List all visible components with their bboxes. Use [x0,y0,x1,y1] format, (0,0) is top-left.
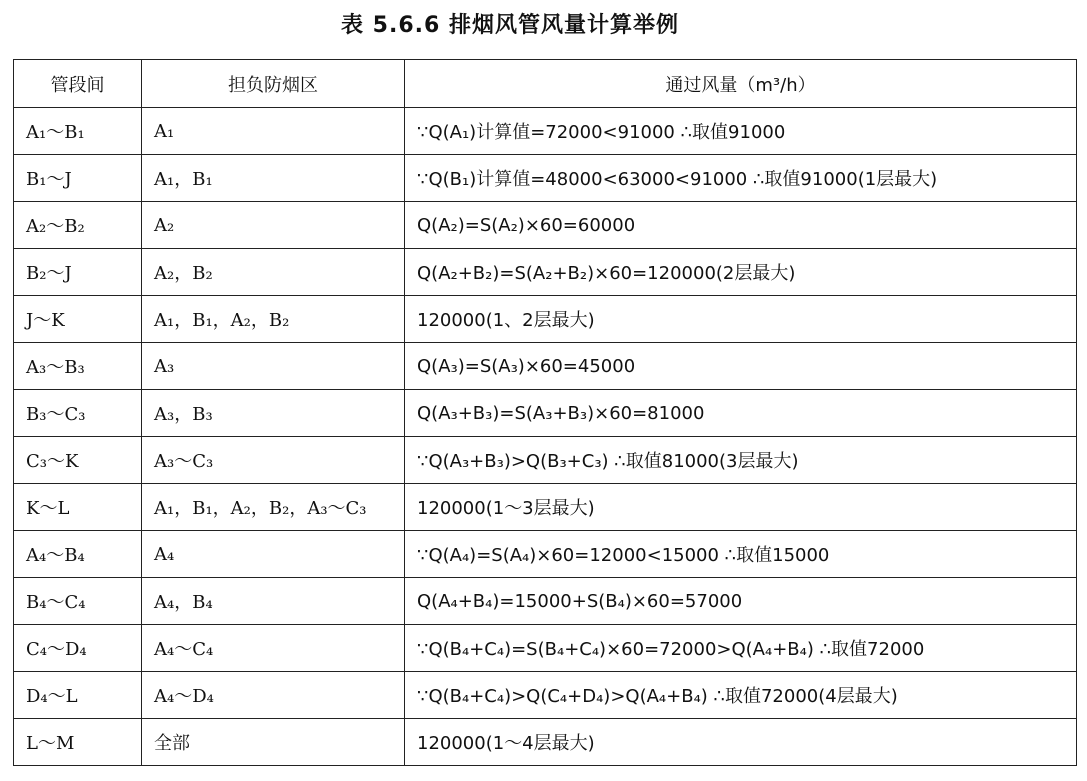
zones-cell: 全部 [142,719,405,766]
flow-cell: ∵Q(B₄+C₄)>Q(C₄+D₄)>Q(A₄+B₄) ∴取值72000(4层最大) [405,672,1077,719]
flow-cell: Q(A₃+B₃)=S(A₃+B₃)×60=81000 [405,390,1077,437]
table-row [14,390,1077,437]
zones-cell: A₄～C₄ [142,625,405,672]
table-row [14,578,1077,625]
segment-cell: D₄～L [14,672,142,719]
flow-cell: Q(A₃)=S(A₃)×60=45000 [405,343,1077,390]
table-row [14,155,1077,202]
flow-cell: Q(A₂+B₂)=S(A₂+B₂)×60=120000(2层最大) [405,249,1077,296]
table-row [14,202,1077,249]
zones-cell: A₃～C₃ [142,437,405,484]
segment-cell: C₄～D₄ [14,625,142,672]
table-row [14,625,1077,672]
segment-cell: B₂～J [14,249,142,296]
zones-cell: A₂ [142,202,405,249]
segment-cell: B₃～C₃ [14,390,142,437]
header-zones: 担负防烟区 [142,60,405,108]
zones-cell: A₃，B₃ [142,390,405,437]
zones-cell: A₃ [142,343,405,390]
table-row [14,719,1077,766]
table-row [14,531,1077,578]
flow-cell: 120000(1～3层最大) [405,484,1077,531]
zones-cell: A₄ [142,531,405,578]
flow-cell: ∵Q(A₁)计算值=72000<91000 ∴取值91000 [405,108,1077,155]
segment-cell: L～M [14,719,142,766]
zones-cell: A₄，B₄ [142,578,405,625]
zones-cell: A₁，B₁ [142,155,405,202]
table-row [14,484,1077,531]
flow-cell: ∵Q(A₄)=S(A₄)×60=12000<15000 ∴取值15000 [405,531,1077,578]
flow-cell: 120000(1～4层最大) [405,719,1077,766]
segment-cell: B₁～J [14,155,142,202]
table-row [14,296,1077,343]
flow-cell: ∵Q(B₁)计算值=48000<63000<91000 ∴取值91000(1层最大) [405,155,1077,202]
table-row [14,437,1077,484]
segment-cell: A₂～B₂ [14,202,142,249]
header-flow: 通过风量（m³/h） [405,60,1077,108]
segment-cell: K～L [14,484,142,531]
table-row [14,672,1077,719]
table-row [14,108,1077,155]
flow-cell: Q(A₄+B₄)=15000+S(B₄)×60=57000 [405,578,1077,625]
segment-cell: C₃～K [14,437,142,484]
segment-cell: A₄～B₄ [14,531,142,578]
flow-cell: ∵Q(A₃+B₃)>Q(B₃+C₃) ∴取值81000(3层最大) [405,437,1077,484]
header-row [14,60,1077,108]
segment-cell: A₁～B₁ [14,108,142,155]
segment-cell: J～K [14,296,142,343]
header-segment: 管段间 [14,60,142,108]
airflow-table [13,59,1077,766]
zones-cell: A₁，B₁，A₂，B₂ [142,296,405,343]
zones-cell: A₁ [142,108,405,155]
zones-cell: A₂，B₂ [142,249,405,296]
zones-cell: A₁，B₁，A₂，B₂，A₃～C₃ [142,484,405,531]
segment-cell: B₄～C₄ [14,578,142,625]
zones-cell: A₄～D₄ [142,672,405,719]
flow-cell: 120000(1、2层最大) [405,296,1077,343]
flow-cell: Q(A₂)=S(A₂)×60=60000 [405,202,1077,249]
table-row [14,249,1077,296]
flow-cell: ∵Q(B₄+C₄)=S(B₄+C₄)×60=72000>Q(A₄+B₄) ∴取值72000 [405,625,1077,672]
segment-cell: A₃～B₃ [14,343,142,390]
table-row [14,343,1077,390]
table-title: 表 5.6.6 排烟风管风量计算举例 [341,13,679,38]
